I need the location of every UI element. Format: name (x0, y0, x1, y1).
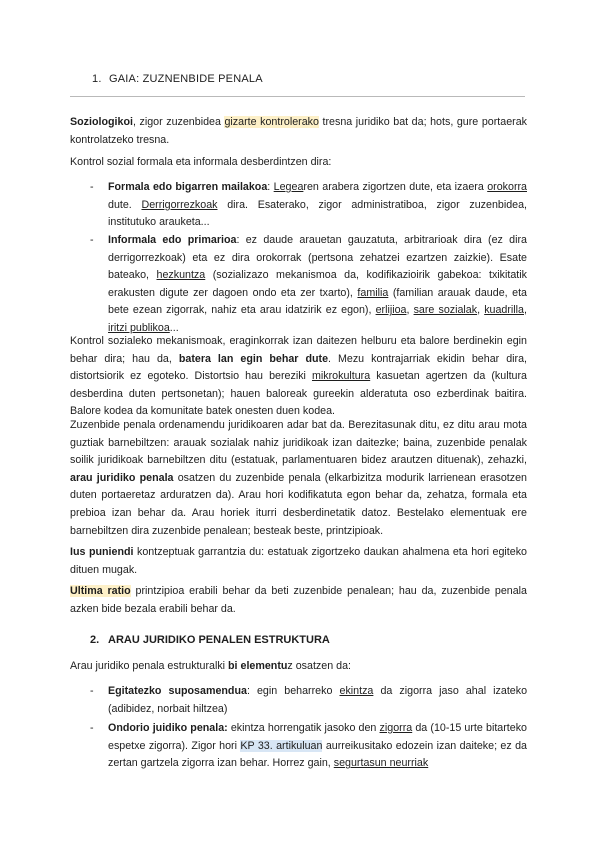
underlined-term: iritzi publikoa (108, 321, 170, 334)
list-bullet: - (90, 181, 94, 193)
section-1-number: 1. (92, 73, 102, 85)
text: da zigorra jaso ahal izateko (adibidez, norbait hiltzea) (108, 685, 528, 715)
paragraph-bi-elementu (70, 658, 527, 676)
text: aurreikusitako edozein izan daiteke; ez da zertan gartzela zigorra izan behar. Horrez gain, (108, 739, 528, 770)
text: tresna juridiko bat da; hots, gure portaerak kontrolatzeko tresna. (70, 116, 527, 146)
text: da (10-15 urte bitarteko espetxe zigorra). Zigor hori (108, 722, 527, 752)
bold-term: Ius puniendi (70, 546, 134, 558)
underlined-term: zigorra (379, 722, 413, 734)
bold-term: bi elementu (228, 660, 288, 672)
list-item-egitatezko (108, 683, 527, 718)
list-item-formala (108, 179, 527, 232)
text: dira. Esaterako, zigor administratiboa, zigor zuzenbidea, institutuko arauketa... (108, 198, 528, 229)
section-2-title: ARAU JURIDIKO PENALEN ESTRUKTURA (108, 634, 330, 646)
underlined-term: orokorra (487, 181, 527, 193)
text: ren arabera zigortzen dute, eta izaera (303, 181, 488, 193)
underlined-term: segurtasun neurriak (333, 757, 429, 770)
paragraph-zuzenbide-penala (70, 417, 527, 540)
paragraph-ius-puniendi (70, 544, 527, 579)
text: , (406, 304, 414, 317)
section-2-number: 2. (90, 634, 100, 646)
highlighted-term: KP 33. artikuluan (240, 739, 323, 752)
text: . Mezu kontrajarriak ekidin behar dira, distortsiorik ez egoteko. Distortsio hau bereziki (70, 352, 527, 383)
list-bullet: - (90, 685, 94, 697)
underlined-term: erlijioa (375, 304, 407, 317)
text: : ez daude arauetan gauzatuta, arbitrarioak dira (ez dira derrigorrezkoak) eta ez dira orokorrak (pertsona zehatzei ezartzen zaizkie). Esate bateako, (108, 234, 528, 282)
text: Zuzenbide penala ordenamendu juridikoaren adar bat da. Berezitasunak ditu, ez ditu arau mota guztiak barnebiltzen: arauak sozialak nahiz juridikoak izan daitezke; baina, zuzenbide penalak soilik juridikoak barnebiltzen ditu (estatuak, parlamentuaren bidez arautzen dituenak), zehazki, (70, 419, 527, 467)
bold-term: batera lan egin behar dute (178, 352, 329, 365)
text: Kontrol sozialeko mekanismoak, eraginkorrak izan daitezen helburu eta balore berdinekin egin behar dira; hau da, (70, 335, 527, 365)
section-1-heading (92, 73, 263, 85)
underlined-term: Legea (273, 181, 304, 193)
highlighted-term: gizarte kontrolerako (224, 116, 319, 128)
text: : egin beharreko (246, 685, 340, 697)
underlined-term: mikrokultura (311, 370, 371, 383)
text: , (524, 304, 527, 317)
heading-divider (70, 96, 525, 97)
text: printzipioa erabili behar da beti zuzenbide penalean; hau da, zuzenbide penala azken bide bezala erabili behar da. (70, 585, 527, 615)
text: ekintza horrengatik jasoko den (227, 722, 380, 734)
section-1-title: GAIA: ZUZNENBIDE PENALA (109, 73, 263, 85)
underlined-term: kuadrilla (484, 304, 524, 317)
underlined-term: Derrigorrezkoak (141, 198, 218, 211)
text: z osatzen da: (287, 660, 351, 672)
text: osatzen du zuzenbide penala (elkarbizitza modurik larrienean erasotzen duten portaeretaz arduratzen da). Arau hori kodifikatuta egon behar da, zehatza, formala eta prebioa izan behar da. Arau horiek iturri desberdinetatik datoz. Bestelako elementuak ere barnebiltzen dira zuzenbide penalean; besteak beste, printzipioak. (70, 471, 528, 537)
bold-term: Formala edo bigarren mailakoa (108, 181, 268, 193)
list-item-ondorio (108, 720, 527, 773)
text: dute. (108, 198, 142, 211)
underlined-term: ekintza (339, 685, 374, 697)
underlined-term: sare sozialak (413, 304, 478, 317)
underlined-term: hezkuntza (156, 269, 206, 282)
paragraph-soziologikoi (70, 114, 527, 149)
bold-term: Informala edo primarioa (108, 234, 237, 246)
underlined-term: familia (357, 286, 389, 299)
highlighted-term: Ultima ratio (70, 585, 131, 597)
list-bullet: - (90, 722, 94, 734)
text: Arau juridiko penala estrukturalki (70, 660, 229, 672)
paragraph-kontrol-sozial: Kontrol sozial formala eta informala desberdintzen dira: (70, 156, 332, 168)
text: , (477, 304, 485, 317)
bold-term: Ondorio juidiko penala: (108, 722, 228, 734)
bold-term: Egitatezko suposamendua (108, 685, 247, 697)
list-bullet: - (90, 234, 94, 246)
list-item-informala (108, 232, 527, 338)
text: ... (169, 321, 179, 334)
text: kontzeptuak garrantzia du: estatuak zigortzeko daukan ahalmena eta hori egiteko dituen mugak. (70, 546, 528, 576)
section-2-heading (90, 634, 330, 646)
text: (familian arauak daude, eta bete ezean zigorrak, nahiz eta arau idatzirik ez egon), (108, 286, 527, 317)
text: (sozializazo mekanismoa da, kodifikazioirik gabekoa: txikitatik erakusten digute zer dagoen ondo eta zer txarto), (108, 269, 527, 299)
bold-term: arau juridiko penala (70, 471, 174, 484)
text: : (267, 181, 274, 193)
text: , zigor zuzenbidea (132, 116, 225, 128)
bold-term: Soziologikoi (70, 116, 133, 128)
text: kasuetan agertzen da (kultura desberdina duten pertsonetan); hauen baloreak gureekin alderatuta oso ezberdinak baitira. Balore kodea da komunitate batek onesten duen kodea. (70, 370, 527, 418)
paragraph-mekanismoak (70, 333, 527, 421)
paragraph-ultima-ratio (70, 583, 527, 618)
